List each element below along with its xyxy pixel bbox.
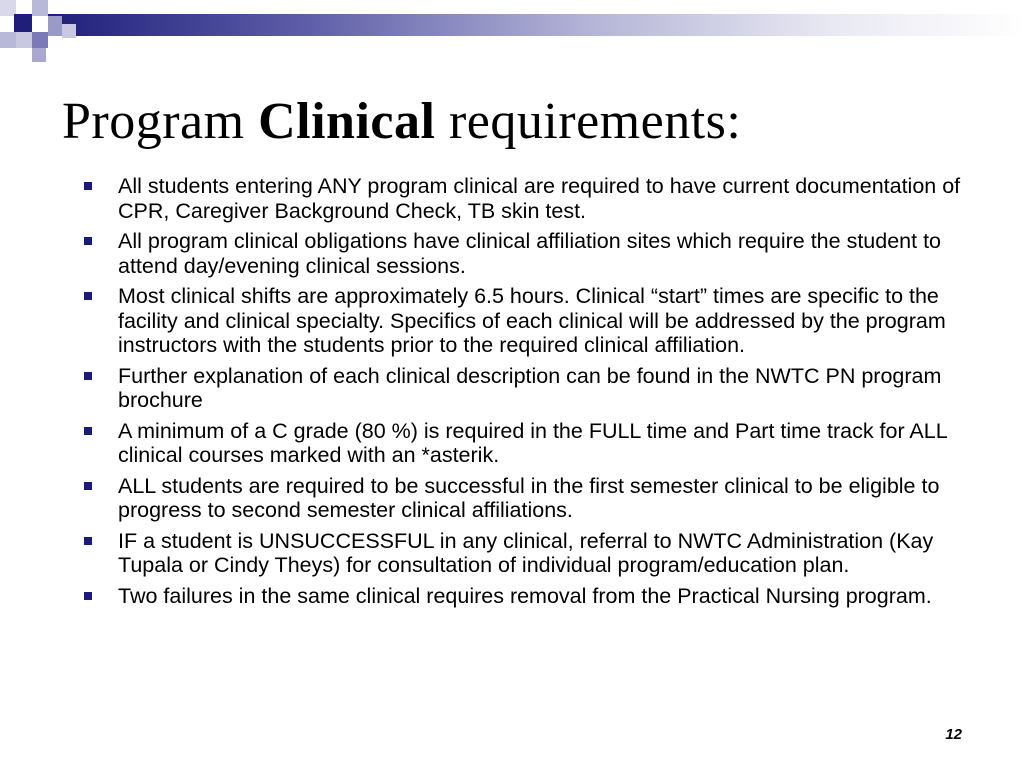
bullet-text: Further explanation of each clinical description can be found in the NWTC PN program brochure bbox=[118, 363, 942, 412]
bullet-item bbox=[80, 529, 990, 578]
bullet-item bbox=[80, 284, 990, 358]
bullet-item bbox=[80, 419, 990, 468]
bullet-text: A minimum of a C grade (80 %) is required in the FULL time and Part time track for ALL clinical courses marked with an *asterik. bbox=[118, 418, 947, 467]
slide-title bbox=[62, 92, 741, 152]
square-bullet-icon bbox=[84, 482, 92, 490]
bullet-text: Most clinical shifts are approximately 6.5 hours. Clinical “start” times are specific to the facility and clinical specialty. Specifics of each clinical will be addressed by the program instructors with the students prior to the required clinical affiliation. bbox=[118, 284, 946, 357]
bullet-item bbox=[80, 364, 990, 413]
bullet-text: IF a student is UNSUCCESSFUL in any clinical, referral to NWTC Administration (Kay Tupala or Cindy Theys) for consultation of individual program/education plan. bbox=[118, 528, 934, 577]
header-squares-decoration bbox=[0, 0, 80, 70]
bullet-item bbox=[80, 474, 990, 523]
slide-page-number: 12 bbox=[945, 726, 962, 743]
header-gradient-bar bbox=[48, 14, 1024, 36]
bullet-text: Two failures in the same clinical requires removal from the Practical Nursing program. bbox=[118, 583, 932, 608]
title-emphasis: Clinical bbox=[258, 93, 436, 150]
square-bullet-icon bbox=[84, 372, 92, 380]
bullet-text: All program clinical obligations have clinical affiliation sites which require the student to attend day/evening clinical sessions. bbox=[118, 229, 942, 278]
bullet-text: All students entering ANY program clinical are required to have current documentation of CPR, Caregiver Background Check, TB skin test. bbox=[118, 174, 961, 223]
bullet-item bbox=[80, 174, 990, 223]
square-bullet-icon bbox=[84, 292, 92, 300]
square-bullet-icon bbox=[84, 592, 92, 600]
square-bullet-icon bbox=[84, 537, 92, 545]
bullet-text: ALL students are required to be successful in the first semester clinical to be eligible to progress to second semester clinical affiliations. bbox=[118, 473, 940, 522]
bullet-item bbox=[80, 229, 990, 278]
bullet-item bbox=[80, 584, 990, 609]
title-prefix: Program bbox=[62, 93, 259, 150]
square-bullet-icon bbox=[84, 237, 92, 245]
bullet-list bbox=[80, 174, 990, 614]
title-suffix: requirements: bbox=[435, 93, 742, 150]
square-bullet-icon bbox=[84, 182, 92, 190]
square-bullet-icon bbox=[84, 427, 92, 435]
